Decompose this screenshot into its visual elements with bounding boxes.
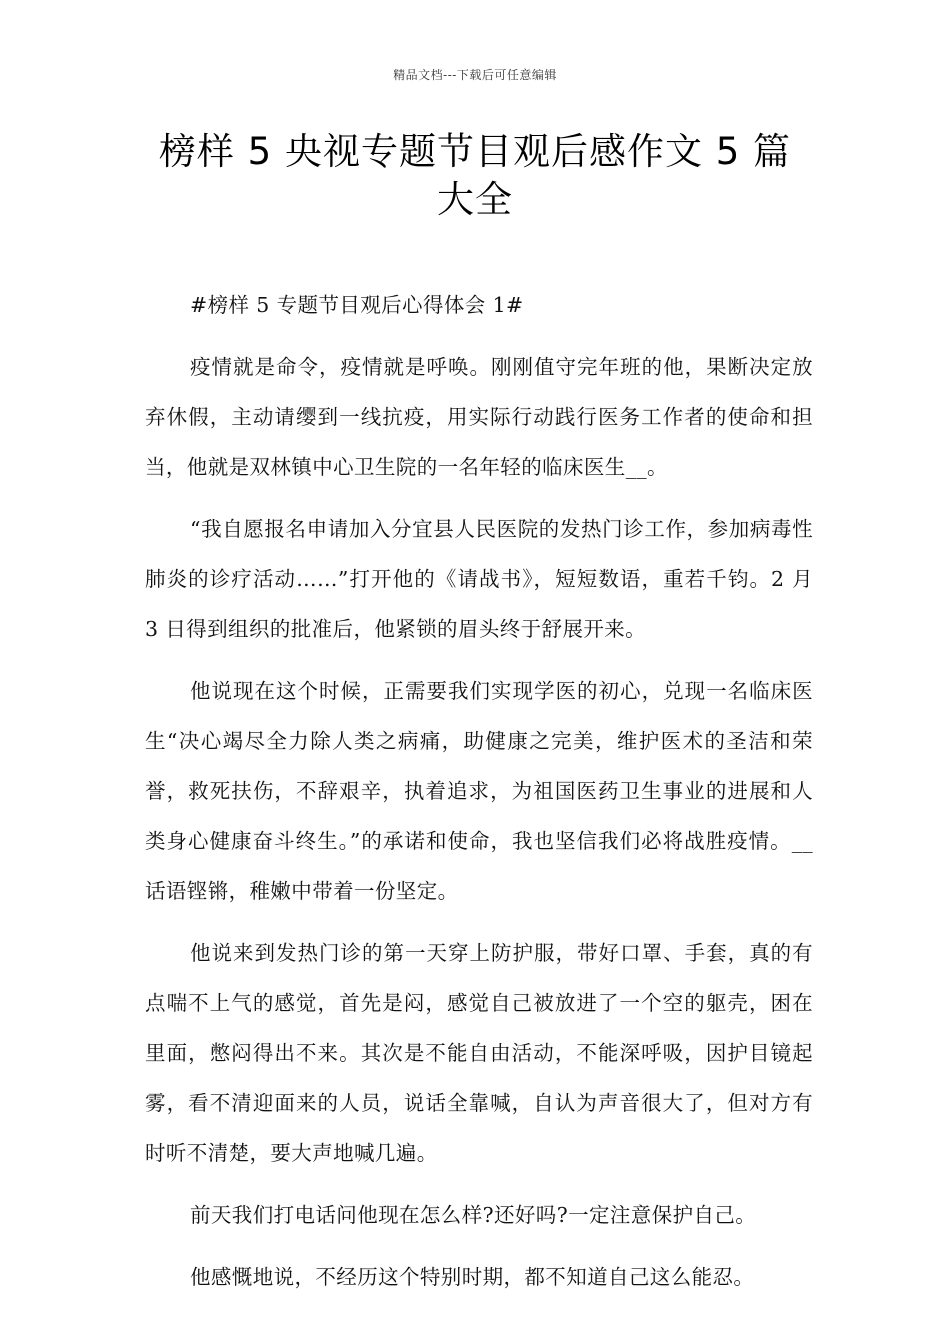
- paragraph: 他说现在这个时候，正需要我们实现学医的初心，兑现一名临床医生“决心竭尽全力除人类之病痛，助健康之完美，维护医术的圣洁和荣誉，救死扶伤，不辞艰辛，执着追求，为祖国医药卫生事业的进展和人类身心健康奋斗终生。”的承诺和使命，我也坚信我们必将战胜疫情。__话语铿锵，稚嫩中带着一份坚定。: [145, 679, 813, 903]
- section-heading: #榜样 5 专题节目观后心得体会 1#: [190, 293, 524, 317]
- paragraph: 他感慨地说，不经历这个特别时期，都不知道自己这么能忍。: [190, 1265, 755, 1289]
- document-body: [145, 280, 813, 1314]
- paragraph: 他说来到发热门诊的第一天穿上防护服，带好口罩、手套，真的有点喘不上气的感觉，首先是闷，感觉自己被放进了一个空的躯壳，困在里面，憋闷得出不来。其次是不能自由活动，不能深呼吸，因护目镜起雾，看不清迎面来的人员，说话全靠喊，自认为声音很大了，但对方有时听不清楚，要大声地喊几遍。: [145, 941, 813, 1165]
- paragraph: “我自愿报名申请加入分宜县人民医院的发热门诊工作，参加病毒性肺炎的诊疗活动……”打开他的《请战书》，短短数语，重若千钧。2 月 3 日得到组织的批准后，他紧锁的眉头终于舒展开来。: [145, 517, 813, 641]
- document-title: 榜样 5 央视专题节目观后感作文 5 篇大全: [158, 130, 792, 221]
- paragraph: 前天我们打电话问他现在怎么样?还好吗?一定注意保护自己。: [190, 1203, 757, 1227]
- header-note: 精品文档---下载后可任意编辑: [393, 68, 557, 82]
- paragraph: 疫情就是命令，疫情就是呼唤。刚刚值守完年班的他，果断决定放弃休假，主动请缨到一线抗疫，用实际行动践行医务工作者的使命和担当，他就是双林镇中心卫生院的一名年轻的临床医生__。: [145, 355, 813, 479]
